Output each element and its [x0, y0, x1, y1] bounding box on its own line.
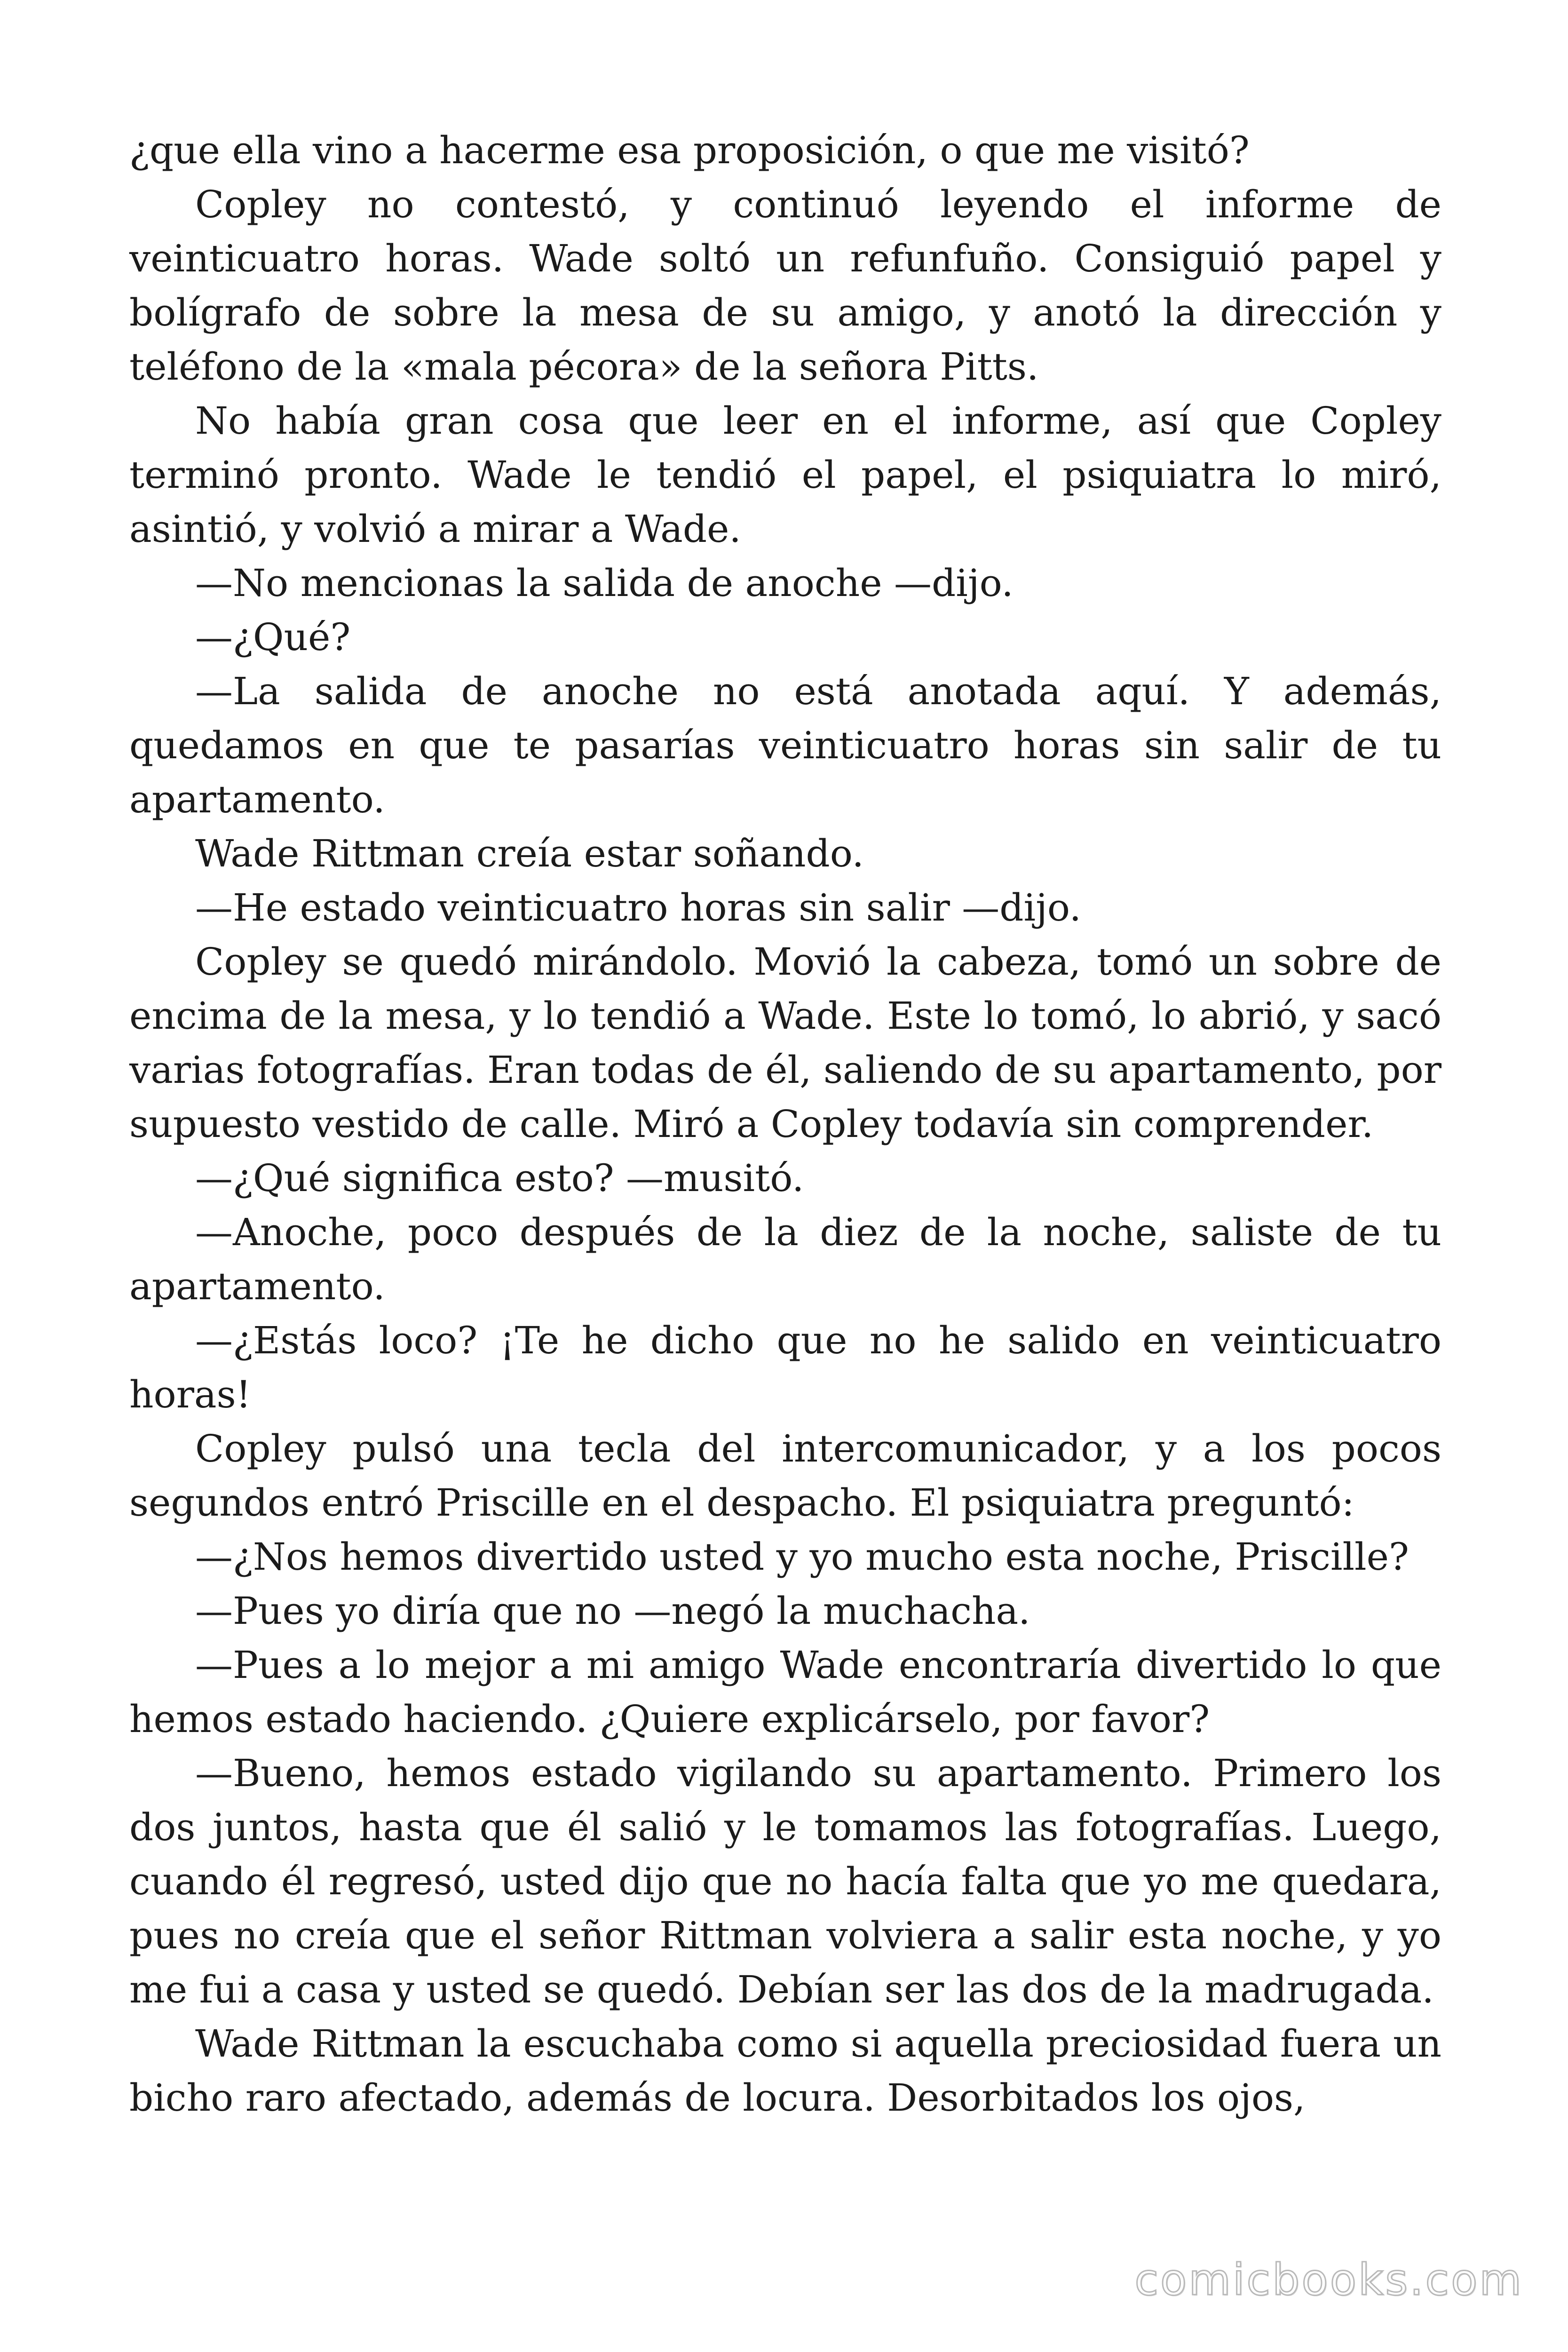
paragraph: —Bueno, hemos estado vigilando su apartamento. Primero los dos juntos, hasta que él salió y le tomamos las fotografías. Luego, cuando él regresó, usted dijo que no hacía falta que yo me quedara, pues no creía que el señor Rittman volviera a salir esta noche, y yo me fui a casa y usted se quedó. Debían ser las dos de la madrugada.	[129, 1751, 1441, 2011]
paragraph: Copley se quedó mirándolo. Movió la cabeza, tomó un sobre de encima de la mesa, y lo tendió a Wade. Este lo tomó, lo abrió, y sacó varias fotografías. Eran todas de él, saliendo de su apartamento, por supuesto vestido de calle. Miró a Copley todavía sin comprender.	[129, 940, 1441, 1146]
paragraph: No había gran cosa que leer en el informe, así que Copley terminó pronto. Wade le tendió el papel, el psiquiatra lo miró, asintió, y volvió a mirar a Wade.	[129, 399, 1441, 551]
paragraph: —¿Qué?	[195, 615, 351, 659]
paragraph: —¿Nos hemos divertido usted y yo mucho esta noche, Priscille?	[195, 1535, 1409, 1579]
paragraph: —Anoche, poco después de la diez de la noche, saliste de tu apartamento.	[129, 1210, 1441, 1308]
watermark: comicbooks.com	[1134, 2255, 1523, 2305]
paragraph: —No mencionas la salida de anoche —dijo.	[195, 561, 1014, 605]
paragraph: Wade Rittman creía estar soñando.	[195, 832, 864, 875]
paragraph: —¿Qué significa esto? —musitó.	[195, 1156, 804, 1200]
paragraph: —La salida de anoche no está anotada aquí. Y además, quedamos en que te pasarías veinticuatro horas sin salir de tu apartamento.	[129, 669, 1441, 821]
paragraph: Copley no contestó, y continuó leyendo el informe de veinticuatro horas. Wade soltó un refunfuño. Consiguió papel y bolígrafo de sobre la mesa de su amigo, y anotó la dirección y teléfono de la «mala pécora» de la señora Pitts.	[129, 183, 1441, 389]
paragraph: Wade Rittman la escuchaba como si aquella preciosidad fuera un bicho raro afectado, además de locura. Desorbitados los ojos,	[129, 2022, 1441, 2120]
paragraph: —He estado veinticuatro horas sin salir —dijo.	[195, 886, 1082, 930]
paragraph: —Pues a lo mejor a mi amigo Wade encontraría divertido lo que hemos estado haciendo. ¿Quiere explicárselo, por favor?	[129, 1643, 1441, 1741]
paragraph: ¿que ella vino a hacerme esa proposición, o que me visitó?	[129, 128, 1250, 172]
paragraph: —¿Estás loco? ¡Te he dicho que no he salido en veinticuatro horas!	[129, 1319, 1441, 1416]
paragraph: —Pues yo diría que no —negó la muchacha.	[195, 1589, 1030, 1633]
paragraph: Copley pulsó una tecla del intercomunicador, y a los pocos segundos entró Priscille en el despacho. El psiquiatra preguntó:	[129, 1427, 1441, 1525]
page-text	[129, 123, 1441, 2125]
